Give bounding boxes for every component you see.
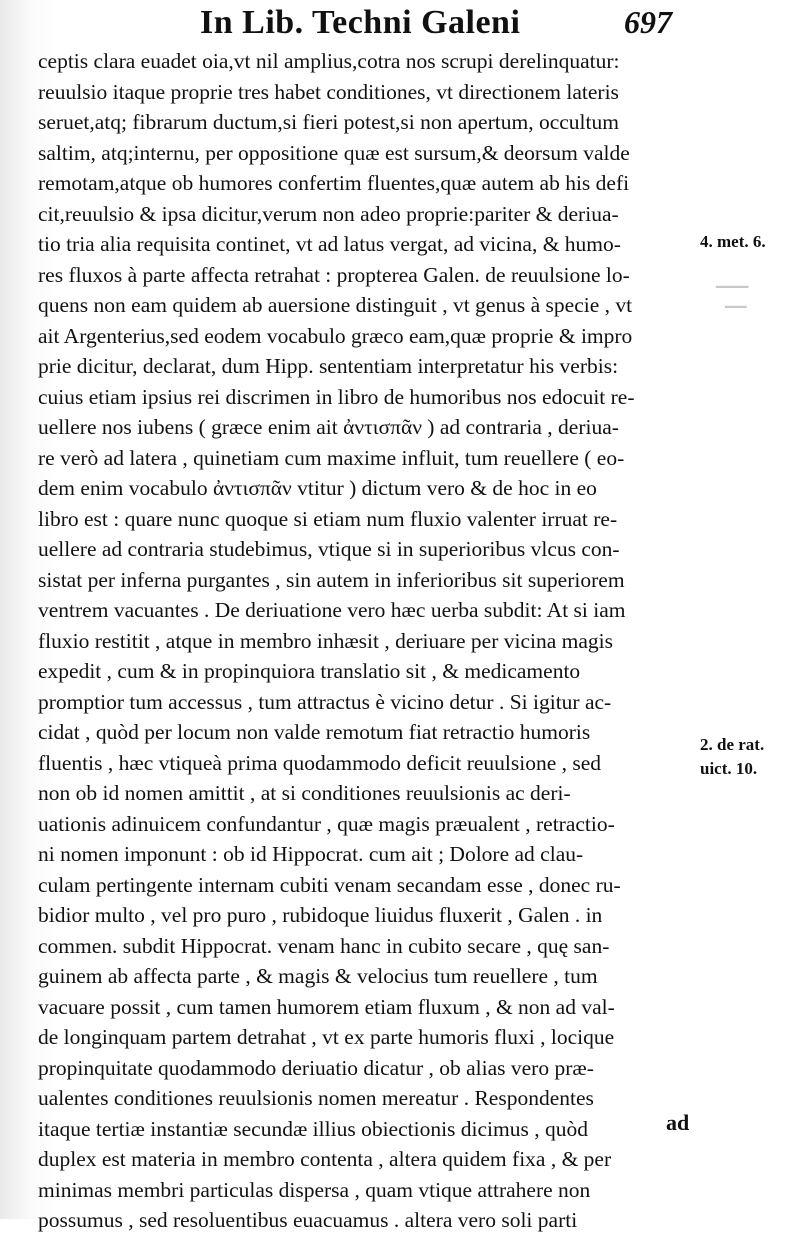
text-line: seruet,atq; fibrarum ductum,si fieri potest,si non apertum, occultum <box>38 110 619 134</box>
text-line: remotam,atque ob humores confertim fluentes,quæ autem ab his defi <box>38 171 630 195</box>
text-line: ventrem vacuantes . De deriuatione vero hæc uerba subdit: At si iam <box>38 598 626 622</box>
margin-note-line: uict. 10. <box>700 759 758 778</box>
show-through-mark: ▔▔ <box>725 308 747 323</box>
margin-note-line: 2. de rat. <box>700 735 765 754</box>
text-line: commen. subdit Hippocrat. venam hanc in cubito secare , quę san- <box>38 933 610 958</box>
text-line: itaque tertiæ instantiæ secundæ illius obiectionis dicimus , quòd <box>38 1116 588 1141</box>
text-line: ceptis clara euadet oia,vt nil amplius,cotra nos scrupi derelinquatur: <box>38 49 620 73</box>
text-line: fluxio restitit , atque in membro inhæsit , deriuare per vicina magis <box>38 628 613 653</box>
text-line: uellere ad contraria studebimus, vtique si in superioribus vlcus con- <box>38 537 620 561</box>
text-line: guinem ab affecta parte , & magis & velocius tum reuellere , tum <box>38 964 598 988</box>
text-line: culam pertingente internam cubiti venam secandam esse , donec ru- <box>38 872 621 897</box>
text-line: prie dicitur, declarat, dum Hipp. sententiam interpretatur his verbis: <box>38 354 619 378</box>
text-line: de longinquam partem detrahat , vt ex parte humoris fluxi , locique <box>38 1025 615 1049</box>
show-through-mark: ▔▔▔ <box>716 288 749 303</box>
text-line: promptior tum accessus , tum attractus è vicino detur . Si igitur ac- <box>38 689 612 714</box>
text-line: uationis adinuicem confundantur , quæ magis præualent , retractio- <box>38 811 615 836</box>
text-line: dem enim vocabulo ἀντισπᾶν vtitur ) dictum vero & de hoc in eo <box>38 476 597 500</box>
body-text <box>38 46 698 1236</box>
text-line: res fluxos à parte affecta retrahat : propterea Galen. de reuulsione lo- <box>38 262 630 287</box>
page-number: 697 <box>624 4 672 40</box>
margin-note-citation: 4. met. 6. <box>700 232 766 251</box>
text-line: saltim, atq;internu, per oppositione quæ est sursum,& deorsum valde <box>38 140 630 165</box>
text-line: non ob id nomen amittit , at si conditiones reuulsionis ac deri- <box>38 781 571 805</box>
text-line: cit,reuulsio & ipsa dicitur,verum non adeo proprie:pariter & deriua- <box>38 201 619 226</box>
text-line: ait Argenterius,sed eodem vocabulo græco eam,quæ proprie & impro <box>38 323 633 348</box>
catchword: ad <box>666 1110 690 1135</box>
text-line: fluentis , hæc vtiqueà prima quodammodo deficit reuulsione , sed <box>38 750 602 775</box>
text-line: reuulsio itaque proprie tres habet conditiones, vt directionem lateris <box>38 79 619 104</box>
text-line: libro est : quare nunc quoque si etiam num fluxio valenter irruat re- <box>38 506 618 531</box>
text-line: sistat per inferna purgantes , sin autem in inferioribus sit superiorem <box>38 567 625 592</box>
text-line: uellere nos iubens ( græce enim ait ἀντισπᾶν ) ad contraria , deriua- <box>38 415 619 439</box>
text-line: ni nomen imponunt : ob id Hippocrat. cum ait ; Dolore ad clau- <box>38 842 584 866</box>
text-line: quens non eam quidem ab auersione distinguit , vt genus à specie , vt <box>38 293 633 317</box>
text-line: possumus , sed resoluentibus euacuamus . altera vero soli parti <box>38 1208 578 1232</box>
text-line: re verò ad latera , quinetiam cum maxime influit, tum reuellere ( eo- <box>38 445 625 470</box>
text-line: cidat , quòd per locum non valde remotum fiat retractio humoris <box>38 720 591 744</box>
text-line: ualentes conditiones reuulsionis nomen mereatur . Respondentes <box>38 1086 594 1110</box>
text-line: minimas membri particulas dispersa , quam vtique attrahere non <box>38 1177 591 1202</box>
margin-note-citation-2 <box>700 733 764 781</box>
text-line: tio tria alia requisita continet, vt ad latus vergat, ad vicina, & humo- <box>38 232 621 256</box>
text-line: vacuare possit , cum tamen humorem etiam fluxum , & non ad val- <box>38 994 615 1019</box>
text-line: expedit , cum & in propinquiora translatio sit , & medicamento <box>38 659 581 683</box>
text-line: cuius etiam ipsius rei discrimen in libro de humoribus nos edocuit re- <box>38 384 635 409</box>
running-header: In Lib. Techni Galeni <box>200 4 521 41</box>
text-line: propinquitate quodammodo deriuatio dicatur , ob alias vero præ- <box>38 1055 594 1080</box>
text-line: duplex est materia in membro contenta , altera quidem fixa , & per <box>38 1147 612 1171</box>
text-line: bidior multo , vel pro puro , rubidoque liuidus fluxerit , Galen . in <box>38 903 603 927</box>
